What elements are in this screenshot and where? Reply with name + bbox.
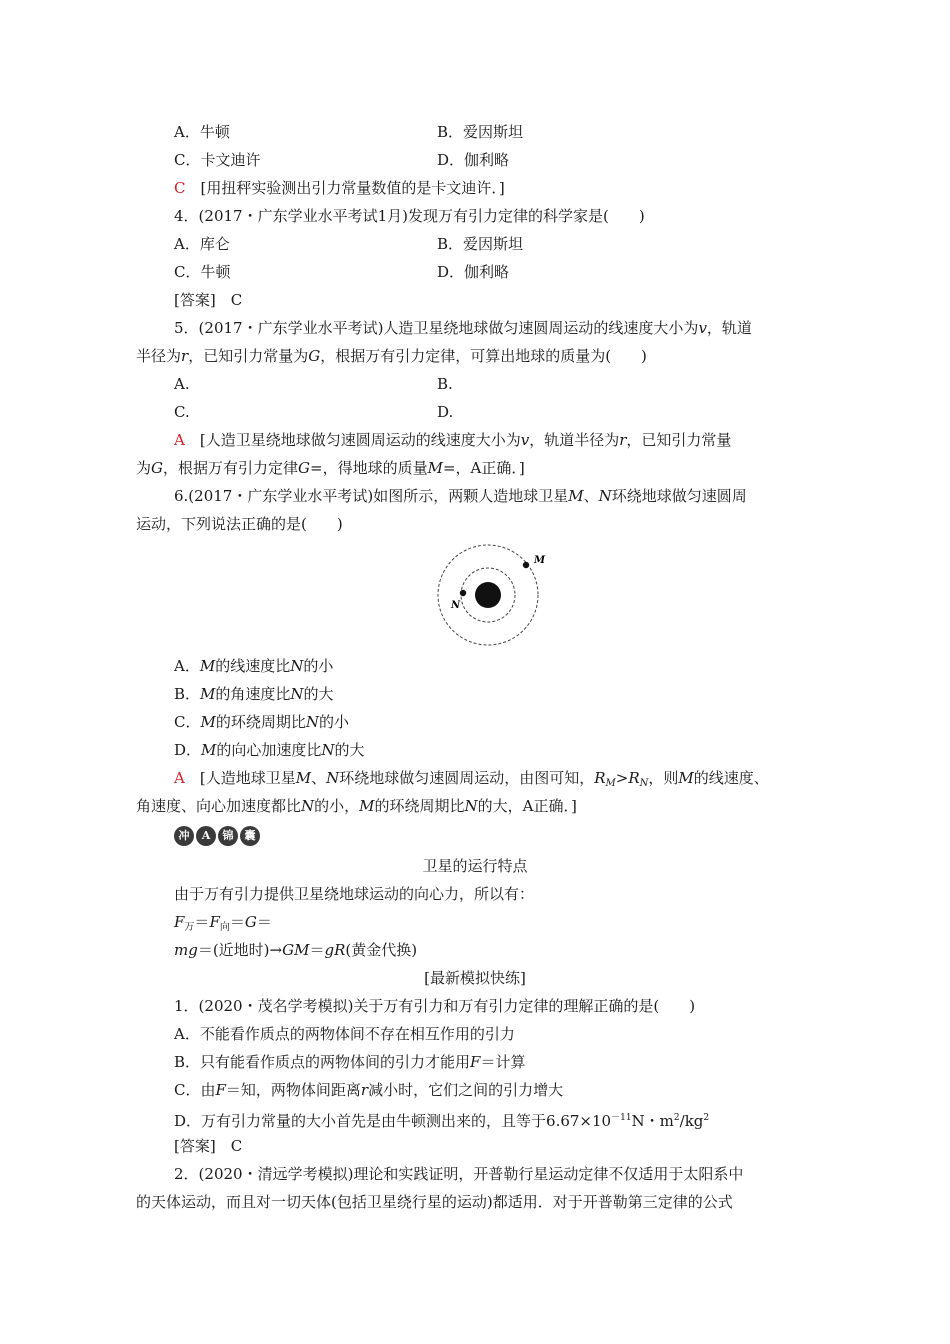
q6-explanation-line1: A [人造地球卫星M、N环绕地球做匀速圆周运动，由图可知，$R_M>R_N$，则M的线速度、	[174, 769, 769, 789]
satellite-m	[523, 562, 529, 568]
earth	[475, 582, 501, 608]
satellite-n	[460, 590, 466, 596]
q3-option-a: A．牛顿	[174, 123, 230, 141]
p1-option-b: B．只有能看作质点的两物体间的引力才能用F＝计算	[174, 1053, 526, 1071]
p1-option-c: C．由F＝知，两物体间距离r减小时，它们之间的引力增大	[174, 1081, 564, 1099]
q3-option-c: C．卡文迪许	[174, 151, 261, 169]
q6-stem-line1: 6.(2017・广东学业水平考试)如图所示，两颗人造地球卫星M、N环绕地球做匀速圆周	[174, 487, 747, 505]
q4-option-b: B．爱因斯坦	[437, 235, 524, 253]
q6-option-b: B．M的角速度比N的大	[174, 685, 334, 703]
label-m: M	[534, 555, 546, 566]
q6-option-a: A．M的线速度比N的小	[174, 657, 334, 675]
q5-answer-letter: A	[174, 431, 185, 449]
orbit-diagram	[430, 540, 560, 650]
p1-option-d: D．万有引力常量的大小首先是由牛顿测出来的，且等于$6.67\times 10^{-11}N$・$m^2/kg^2$	[174, 1112, 710, 1130]
q5-option-b: B.	[437, 375, 453, 393]
practice-header: [最新模拟快练]	[424, 969, 526, 987]
badge-char-2: A	[196, 826, 216, 846]
q3-explanation: C [用扭秤实验测出引力常量数值的是卡文迪许．]	[174, 179, 505, 197]
q6-answer-letter: A	[174, 769, 185, 787]
q4-option-c: C．牛顿	[174, 263, 231, 281]
p1-answer: [答案] C	[174, 1137, 243, 1155]
q5-option-c: C.	[174, 403, 190, 421]
p2-stem-line1: 2．(2020・清远学考模拟)理论和实践证明，开普勒行星运动定律不仅适用于太阳系中	[174, 1165, 744, 1183]
q5-explanation-line1: A [人造卫星绕地球做匀速圆周运动的线速度大小为v，轨道半径为r，已知引力常量	[174, 431, 732, 449]
q6-option-d: D．M的向心加速度比N的大	[174, 741, 365, 759]
q6-stem-line2: 运动，下列说法正确的是( )	[136, 515, 343, 533]
q3-option-d: D．伽利略	[437, 151, 510, 169]
label-n: N	[451, 600, 461, 611]
tip-line1: 由于万有引力提供卫星绕地球运动的向心力，所以有：	[174, 885, 535, 903]
tip-equation2: mg＝(近地时)→GM＝gR(黄金代换)	[174, 941, 418, 959]
p1-stem: 1．(2020・茂名学考模拟)关于万有引力和万有引力定律的理解正确的是( )	[174, 997, 696, 1015]
p1-option-a: A．不能看作质点的两物体间不存在相互作用的引力	[174, 1025, 515, 1043]
q6-option-c: C．M的环绕周期比N的小	[174, 713, 349, 731]
q3-answer-letter: C	[174, 179, 186, 197]
tips-badge	[174, 826, 260, 848]
q4-stem: 4．(2017・广东学业水平考试1月)发现万有引力定律的科学家是( )	[174, 207, 645, 225]
badge-char-1: 冲	[174, 826, 194, 846]
q5-option-a: A.	[174, 375, 190, 393]
tip-title: 卫星的运行特点	[422, 857, 528, 875]
q4-option-d: D．伽利略	[437, 263, 510, 281]
q4-answer: [答案] C	[174, 291, 243, 309]
q5-stem-line2: 半径为r，已知引力常量为G，根据万有引力定律，可算出地球的质量为( )	[136, 347, 647, 365]
q5-explanation-line2: 为G，根据万有引力定律G=，得地球的质量M=，A正确．]	[136, 459, 525, 477]
p2-stem-line2: 的天体运动，而且对一切天体(包括卫星绕行星的运动)都适用．对于开普勒第三定律的公式	[136, 1193, 733, 1211]
badge-char-3: 锦	[218, 826, 238, 846]
q3-option-b: B．爱因斯坦	[437, 123, 524, 141]
q6-explanation-line2: 角速度、向心加速度都比N的小，M的环绕周期比N的大，A正确．]	[136, 797, 577, 815]
tip-equation1: $F_万=F_向=G=$	[174, 913, 272, 933]
q4-option-a: A．库仑	[174, 235, 230, 253]
badge-char-4: 囊	[240, 826, 260, 846]
q5-stem-line1: 5．(2017・广东学业水平考试)人造卫星绕地球做匀速圆周运动的线速度大小为v，轨道	[174, 319, 752, 337]
q5-option-d: D.	[437, 403, 454, 421]
